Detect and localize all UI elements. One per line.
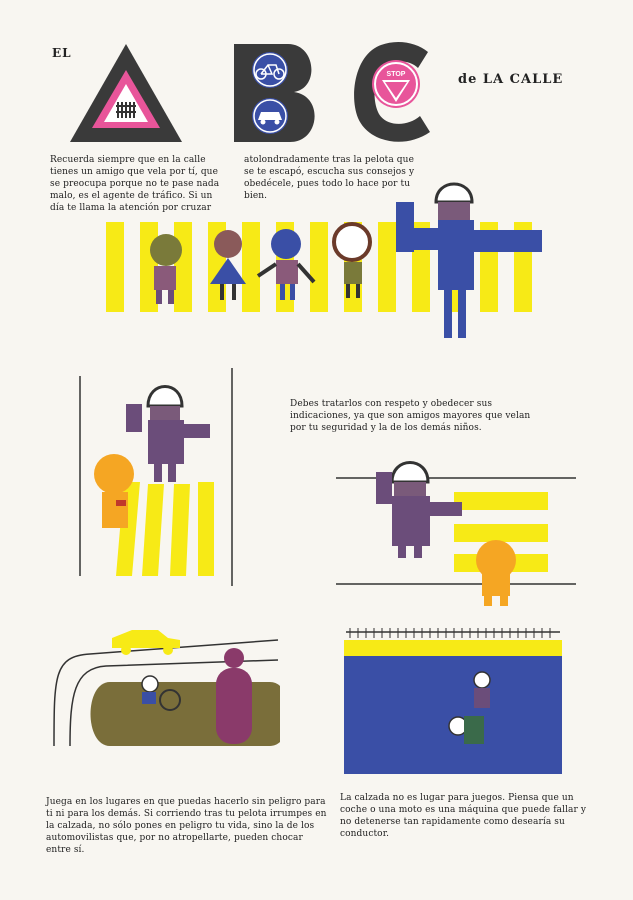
officer-crossing-illustration [332, 452, 580, 608]
road-not-for-play-text: La calzada no es lugar para juegos. Piensa que un coche o una moto es una máquina que puede fallar y no detenerse tan rapidamente como desearía su conductor. [340, 793, 587, 839]
park-ball-illustration [50, 626, 280, 748]
letter-b-signs-icon [228, 38, 328, 148]
letter-a-warning-sign-icon [66, 40, 186, 146]
respect-text: Debes tratarlos con respeto y obedecer sus indicaciones, ya que son amigos mayores que velan por tu seguridad y la de los demás niños. [290, 399, 531, 433]
officer-child-illustration [76, 366, 236, 586]
intro-text-left: Recuerda siempre que en la calle tienes un amigo que vela por tí, que se preocupa porque no te pase nada malo, es el agente de tráfico. Si un día te llama la atención por cruzar [50, 155, 220, 213]
play-safely-text: Juega en los lugares en que puedas hacerlo sin peligro para ti ni para los demás. Si corriendo tras tu pelota irrumpes en la calzada, no sólo pones en peligro tu vida, sino la de los automovilistas que, por no atropellarte, pueden chocar entre sí. [46, 797, 327, 855]
stop-sign-text: STOP [386, 71, 406, 78]
intro-text-right: atolondradamente tras la pelota que se te escapó, escucha sus consejos y obedécele, pues todo lo hace por tu bien. [244, 155, 415, 201]
crosswalk-children-illustration [100, 172, 550, 342]
letter-c-stop-sign-icon [348, 38, 438, 148]
road-illustration [342, 624, 564, 774]
title-de-la-calle: de LA CALLE [458, 72, 564, 87]
title-el: EL [52, 46, 72, 60]
